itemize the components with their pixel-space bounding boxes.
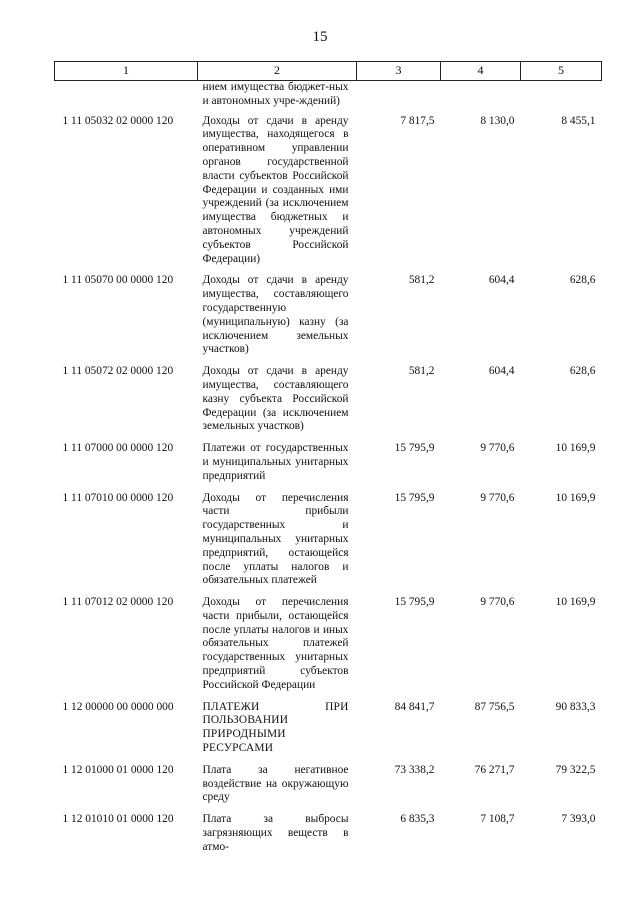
value-col-5: 79 322,5: [555, 763, 596, 776]
table-row: [55, 764, 602, 813]
header-col-2: 2: [198, 62, 357, 81]
value-col-4: 76 271,7: [474, 763, 515, 776]
table-row: [55, 442, 602, 491]
budget-table: [54, 61, 602, 863]
value-col-4: 604,4: [488, 274, 515, 287]
budget-code: 1 12 01000 01 0000 120: [62, 763, 174, 776]
table-row: [55, 365, 602, 442]
row-description: Доходы от перечисления части прибыли, остающейся после уплаты налогов и иных обязательных платежей государственных унитарных предприятий субъектов Российской Федерации: [202, 596, 349, 691]
row-description: Плата за негативное воздействие на окружающую среду: [202, 763, 349, 804]
value-col-4: 8 130,0: [480, 114, 515, 127]
budget-code: 1 12 00000 00 0000 000: [62, 700, 174, 713]
budget-code: 1 11 07000 00 0000 120: [62, 442, 174, 455]
table-row: [55, 492, 602, 597]
row-description: Доходы от сдачи в аренду имущества, находящегося в оперативном управлении органов государственной власти субъектов Российской Федерации и созданных ими учреждений (за исключением имущества бюджетных и автономных учреждений субъектов Российской Федерации): [202, 114, 349, 265]
value-col-5: 90 833,3: [555, 700, 596, 713]
value-col-3: 581,2: [408, 365, 435, 378]
value-col-4: 9 770,6: [480, 596, 515, 609]
value-col-3: 84 841,7: [394, 700, 435, 713]
value-col-3: 15 795,9: [394, 442, 435, 455]
row-description: ПЛАТЕЖИ ПРИ ПОЛЬЗОВАНИИ ПРИРОДНЫМИ РЕСУРСАМИ: [202, 700, 349, 755]
row-description: Доходы от перечисления части прибыли государственных и муниципальных унитарных предприятий, остающейся после уплаты налогов и обязательных платежей: [202, 491, 349, 587]
header-row: [55, 62, 602, 81]
budget-code: 1 11 07010 00 0000 120: [62, 491, 174, 504]
continuation-text: нием имущества бюджет-ных и автономных учре-ждений): [202, 81, 349, 107]
row-description: Доходы от сдачи в аренду имущества, составляющего государственную (муниципальную) казну (за исключением земельных участков): [202, 274, 349, 356]
value-col-3: 73 338,2: [394, 763, 435, 776]
row-description: Доходы от сдачи в аренду имущества, составляющего казну субъекта Российской Федерации (за исключением земельных участков): [202, 365, 349, 433]
value-col-3: 15 795,9: [394, 491, 435, 504]
header-col-5: 5: [521, 62, 602, 81]
value-col-5: 628,6: [569, 274, 596, 287]
budget-code: 1 11 05070 00 0000 120: [62, 274, 174, 287]
header-col-4: 4: [441, 62, 521, 81]
value-col-3: 6 835,3: [400, 813, 435, 826]
budget-code: 1 11 07012 02 0000 120: [62, 596, 174, 609]
value-col-5: 10 169,9: [555, 442, 596, 455]
value-col-4: 604,4: [488, 365, 515, 378]
value-col-5: 10 169,9: [555, 491, 596, 504]
value-col-5: 628,6: [569, 365, 596, 378]
value-col-3: 7 817,5: [400, 114, 435, 127]
budget-code: 1 11 05072 02 0000 120: [62, 365, 174, 378]
value-col-5: 8 455,1: [561, 114, 596, 127]
table-row: [55, 115, 602, 275]
table-row: [55, 596, 602, 701]
value-col-4: 87 756,5: [474, 700, 515, 713]
continuation-row: [55, 81, 602, 115]
header-col-1: 1: [55, 62, 198, 81]
value-col-4: 7 108,7: [480, 813, 515, 826]
header-col-3: 3: [357, 62, 441, 81]
row-description: Плата за выбросы загрязняющих веществ в атмо-: [202, 813, 349, 853]
table-row: [55, 813, 602, 862]
budget-code: 1 11 05032 02 0000 120: [62, 114, 174, 127]
page-number: 15: [312, 29, 328, 45]
value-col-5: 10 169,9: [555, 596, 596, 609]
table-row: [55, 701, 602, 764]
value-col-4: 9 770,6: [480, 442, 515, 455]
budget-code: 1 12 01010 01 0000 120: [62, 813, 174, 826]
value-col-4: 9 770,6: [480, 491, 515, 504]
value-col-3: 15 795,9: [394, 596, 435, 609]
value-col-3: 581,2: [408, 274, 435, 287]
row-description: Платежи от государственных и муниципальных унитарных предприятий: [202, 442, 349, 482]
value-col-5: 7 393,0: [561, 813, 596, 826]
table-row: [55, 274, 602, 365]
